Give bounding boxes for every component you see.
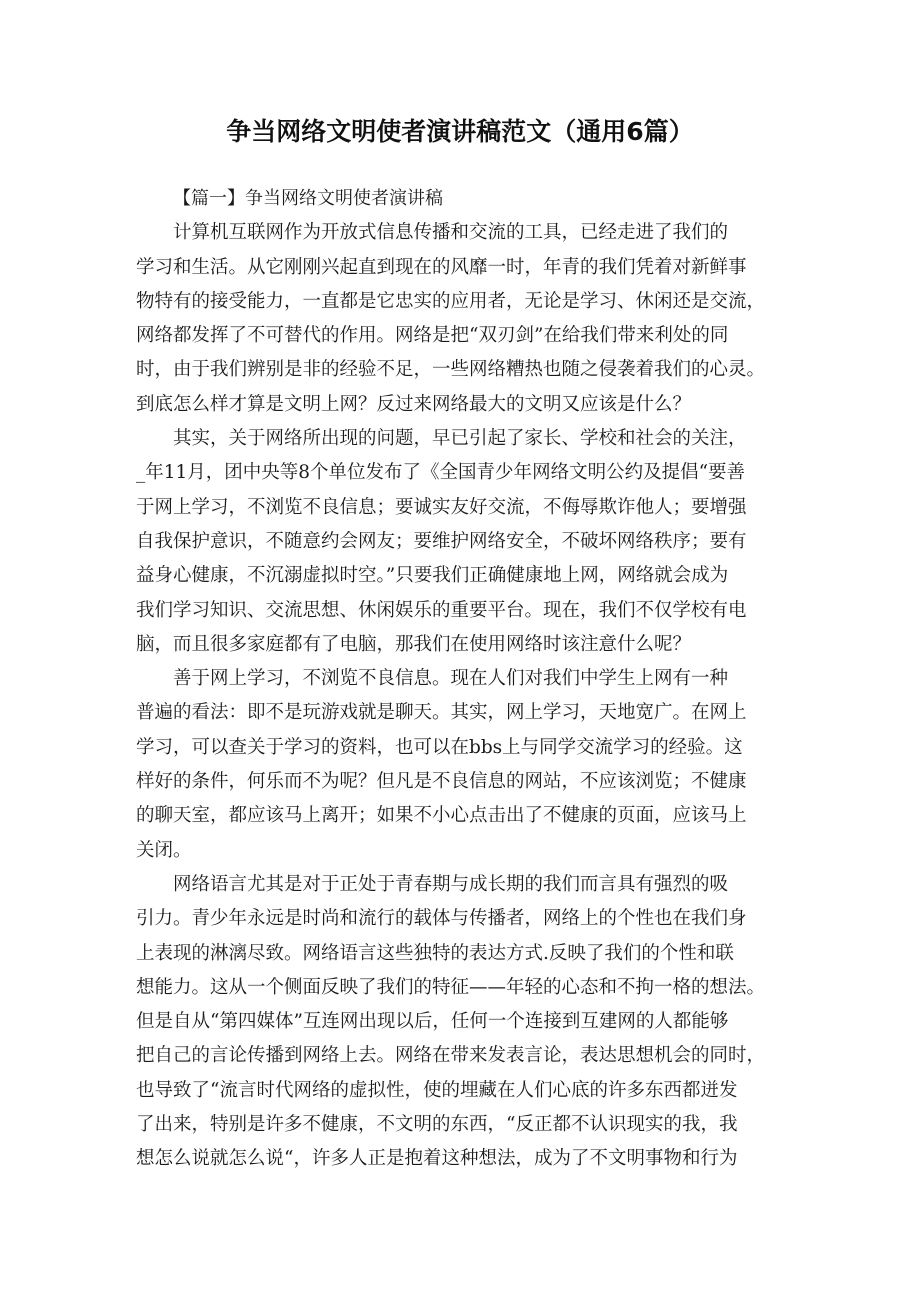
paragraph-line: 其实，关于网络所出现的问题，早已引起了家长、学校和社会的关注， xyxy=(173,428,747,450)
paragraph-line: 时，由于我们辨别是非的经验不足，一些网络糟热也随之侵袭着我们的心灵。 xyxy=(136,359,766,381)
paragraph-line: 把自己的言论传播到网络上去。网络在带来发表言论，表达思想机会的同时， xyxy=(136,1045,766,1067)
section-heading: 【篇一】争当网络文明使者演讲稿 xyxy=(173,188,443,209)
paragraph-line: 想能力。这从一个侧面反映了我们的特征——年轻的心态和不拘一格的想法。 xyxy=(136,976,766,998)
paragraph-line: 我们学习知识、交流思想、休闲娱乐的重要平台。现在，我们不仅学校有电 xyxy=(136,599,747,621)
paragraph-line: 计算机互联网作为开放式信息传播和交流的工具，已经走进了我们的 xyxy=(173,222,729,244)
paragraph-line: 善于网上学习，不浏览不良信息。现在人们对我们中学生上网有一种 xyxy=(173,668,729,690)
paragraph-line: 上表现的淋漓尽致。网络语言这些独特的表达方式.反映了我们的个性和联 xyxy=(136,942,734,964)
paragraph-line: 学习和生活。从它刚刚兴起直到现在的风靡一时，年青的我们凭着对新鲜事 xyxy=(136,256,747,278)
paragraph-line: 但是自从“第四媒体”互连网出现以后，任何一个连接到互建网的人都能够 xyxy=(136,1011,729,1033)
paragraph-line: 脑，而且很多家庭都有了电脑，那我们在使用网络时该注意什么呢？ xyxy=(136,633,692,655)
paragraph-line: 物特有的接受能力，一直都是它忠实的应用者，无论是学习、休闲还是交流， xyxy=(136,290,766,312)
paragraph-line: 的聊天室，都应该马上离开；如果不小心点击出了不健康的页面，应该马上 xyxy=(136,805,747,827)
document-body xyxy=(136,182,790,1177)
paragraph-line: 关闭。 xyxy=(136,839,192,861)
paragraph-line: 网络都发挥了不可替代的作用。网络是把“双刃剑”在给我们带来利处的同 xyxy=(136,325,729,347)
paragraph-line: 样好的条件，何乐而不为呢？但凡是不良信息的网站，不应该浏览；不健康 xyxy=(136,771,747,793)
paragraph-line: 网络语言尤其是对于正处于青春期与成长期的我们而言具有强烈的吸 xyxy=(173,873,729,895)
paragraph-line: 于网上学习，不浏览不良信息；要诚实友好交流，不侮辱欺诈他人；要增强 xyxy=(136,496,747,518)
paragraph-line: 自我保护意识，不随意约会网友；要维护网络安全，不破坏网络秩序；要有 xyxy=(136,530,747,552)
paragraph-line: 益身心健康，不沉溺虚拟时空。”只要我们正确健康地上网，网络就会成为 xyxy=(136,565,729,587)
paragraph-line: 了出来，特别是许多不健康，不文明的东西，“反正都不认识现实的我，我 xyxy=(136,1114,738,1136)
paragraph-line: _年11月，团中央等8个单位发布了《全国青少年网络文明公约及提倡“要善 xyxy=(136,462,746,484)
paragraph-line: 也导致了“流言时代网络的虚拟性，使的埋藏在人们心底的许多东西都迸发 xyxy=(136,1079,738,1101)
paragraph-line: 想怎么说就怎么说“，许多人正是抱着这种想法，成为了不文明事物和行为 xyxy=(136,1148,738,1170)
paragraph-line: 到底怎么样才算是文明上网？反过来网络最大的文明又应该是什么？ xyxy=(136,393,692,415)
document-title: 争当网络文明使者演讲稿范文（通用6篇） xyxy=(226,117,694,146)
paragraph-line: 引力。青少年永远是时尚和流行的载体与传播者，网络上的个性也在我们身 xyxy=(136,908,747,930)
paragraph-line: 普遍的看法：即不是玩游戏就是聊天。其实，网上学习，天地宽广。在网上 xyxy=(136,702,747,724)
paragraph-line: 学习，可以查关于学习的资料，也可以在bbs上与同学交流学习的经验。这 xyxy=(136,736,743,758)
